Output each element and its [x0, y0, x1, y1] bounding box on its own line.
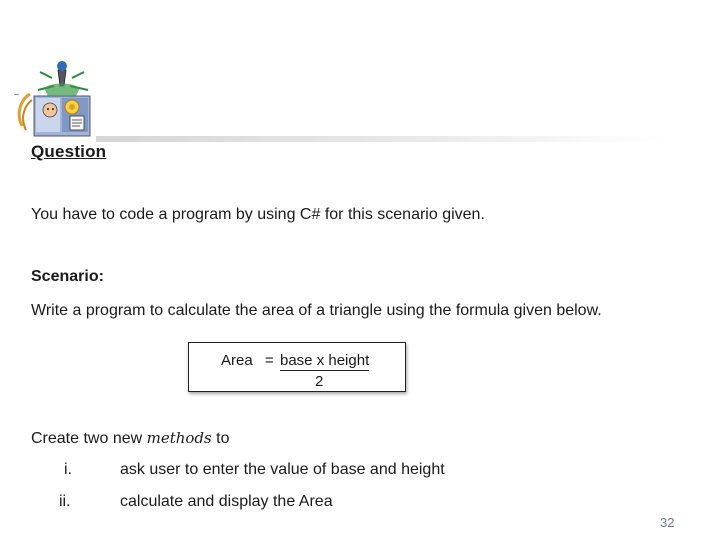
list-item-number: ii.	[59, 493, 71, 510]
intro-text: You have to code a program by using C# for this scenario given.	[31, 206, 485, 223]
formula-box	[188, 342, 406, 392]
title-divider	[96, 136, 664, 142]
methods-keyword: methods	[146, 429, 212, 447]
question-heading: Question	[31, 142, 107, 161]
methods-intro	[31, 429, 230, 448]
education-clipart-logo-icon	[14, 56, 96, 140]
page-number: 32	[660, 515, 675, 530]
list-item-text: ask user to enter the value of base and height	[120, 461, 445, 478]
scenario-heading: Scenario:	[31, 268, 104, 285]
list-item-text: calculate and display the Area	[120, 493, 333, 510]
formula-equals: =	[265, 352, 274, 369]
list-item-number: i.	[64, 461, 72, 478]
methods-intro-after: to	[211, 430, 230, 447]
formula-numerator: base x height	[280, 352, 370, 369]
scenario-text: Write a program to calculate the area of a triangle using the formula given below.	[31, 302, 602, 319]
formula-lhs: Area	[221, 352, 253, 369]
methods-intro-before: Create two new	[31, 430, 147, 447]
formula-denominator: 2	[315, 373, 324, 390]
